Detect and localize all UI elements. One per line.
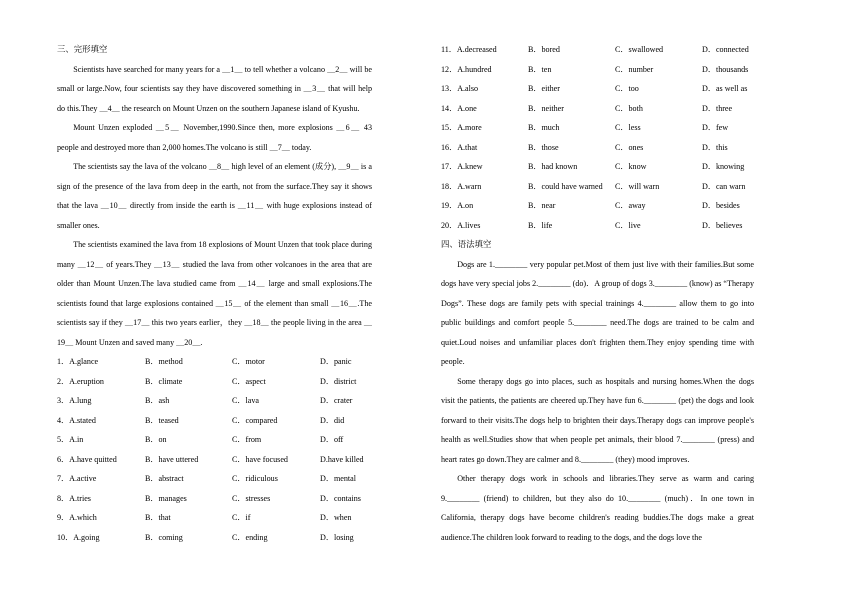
option-a: 2．A.eruption [57,376,104,386]
option-d: D.have killed [320,454,364,464]
right-column [441,40,754,547]
option-b: B．ten [528,64,552,74]
option-b: B．either [528,84,560,93]
grammar-paragraph-1: Dogs are 1.________ very popular pet.Most of them just live with their families.But some dogs have very special jobs 2.________ (do)．A group of dogs 3.________ (know) as “Therapy Dogs”. These dogs are family pets with special trainings 4.________ allow them to go into public buildings and comfort people 5.________ need.The dogs are trained to be calm and quiet.Loud noises and unfamiliar places don't frighten them.They enjoy spending time with people. [441,259,754,366]
option-b: B．life [528,220,553,230]
option-c: C．have focused [232,454,288,464]
option-row [57,352,372,372]
option-d: D．crater [320,396,353,405]
option-b: B．bored [528,45,560,54]
option-a: 1．A.glance [57,357,99,366]
option-row [441,157,754,177]
option-b: B．those [528,142,559,152]
option-row [441,79,754,99]
option-a: 19．A.on [441,201,474,210]
option-d: D．off [320,435,344,444]
option-d: D．can warn [702,181,746,191]
option-a: 7．A.active [57,474,97,483]
cloze-options-11-20 [441,40,754,235]
option-b: B．have uttered [145,454,199,464]
grammar-section-title: 四、语法填空 [441,240,492,249]
option-b: B．had known [528,162,578,171]
option-d: D．connected [702,45,749,54]
option-c: C．ones [615,142,644,152]
option-a: 15．A.more [441,123,482,132]
option-c: C．know [615,162,647,171]
cloze-paragraph-4: The scientists examined the lava from 18 explosions of Mount Unzen that took place during many ＿12＿ of years.They ＿13＿ studied the lava from other volcanoes in the area that are older than Mount Unzen.The lava studied came from ＿14＿ large and small explosions.The scientists found that large explosions contained ＿15＿ of the element than small ＿16＿.The scientists say if they ＿17＿ this two years earlier，they ＿18＿ the people living in the area ＿19＿ Mount Unzen and saved many ＿20＿. [57,240,372,347]
option-a: 17．A.knew [441,162,483,171]
option-a: 14．A.one [441,103,477,113]
option-b: B．could have warned [528,181,603,191]
option-d: D．when [320,513,352,522]
option-b: B．much [528,123,560,132]
option-a: 10．A.going [57,532,100,542]
option-a: 4．A.stated [57,415,96,425]
grammar-paragraph-2: Some therapy dogs go into places, such as hospitals and nursing homes.When the dogs visit the patients, the patients are cheered up.They have fun 6.________ (pet) the dogs and look forward to their visits.The dogs help to brighten their days.Therapy dogs can improve people's health as well.Studies show that when people pet animals, their blood 7.________ (press) and heart rates go down.They are calmer and 8.________ (they) mood improves. [441,376,754,464]
option-d: D．few [702,123,729,132]
option-b: B．on [145,435,167,444]
option-c: C．ridiculous [232,474,278,483]
option-d: D．this [702,142,728,152]
option-d: D．mental [320,474,356,483]
option-c: C．motor [232,357,265,366]
option-a: 6．A.have quitted [57,454,117,464]
option-row [57,469,372,489]
option-b: B．neither [528,103,564,113]
option-b: B．coming [145,532,183,542]
option-d: D．three [702,103,733,113]
option-b: B．near [528,201,556,210]
option-d: D．did [320,415,345,425]
option-row [57,430,372,450]
option-c: C．live [615,220,641,230]
option-a: 9．A.which [57,513,97,522]
left-column [57,40,372,547]
option-a: 20．A.lives [441,220,481,230]
option-row [57,489,372,509]
option-c: C．swallowed [615,45,664,54]
option-c: C．less [615,123,641,132]
option-b: B．ash [145,396,170,405]
option-c: C．aspect [232,376,266,386]
option-a: 3．A.lung [57,396,92,405]
option-d: D．as well as [702,84,748,93]
option-d: D．believes [702,220,743,230]
option-row [57,391,372,411]
option-a: 11．A.decreased [441,45,497,54]
grammar-paragraph-3: Other therapy dogs work in schools and libraries.They serve as warm and caring 9.________ (friend) to children, but they also do 10.________ (much)．In one town in California, therapy dogs have become children's reading buddies.The dogs make a great audience.The children look forward to reading to the dogs, and the dogs love the [441,474,754,542]
option-row [441,216,754,236]
option-c: C．too [615,84,639,93]
option-d: D．losing [320,532,354,542]
option-a: 8．A.tries [57,493,91,503]
cloze-section-title: 三、完形填空 [57,45,108,54]
option-d: D．district [320,376,357,386]
cloze-options-1-10 [57,352,372,547]
option-b: B．climate [145,376,183,386]
option-row [441,138,754,158]
option-row [57,450,372,470]
option-row [57,411,372,431]
option-b: B．manages [145,493,187,503]
option-d: D．contains [320,493,361,503]
option-c: C．ending [232,532,268,542]
option-c: C．stresses [232,493,271,503]
option-row [441,177,754,197]
option-a: 13．A.also [441,84,479,93]
option-row [57,528,372,548]
option-a: 12．A.hundred [441,64,492,74]
option-c: C．away [615,201,646,210]
option-row [441,40,754,60]
option-c: C．lava [232,396,259,405]
option-d: D．besides [702,201,740,210]
option-c: C．both [615,103,643,113]
option-c: C．will warn [615,181,660,191]
cloze-paragraph-1: Scientists have searched for many years for a ＿1＿ to tell whether a volcano ＿2＿ will be small or large.Now, four scientists say they have discovered something in ＿3＿ that will help do this.They ＿4＿ the research on Mount Unzen on the southern Japanese island of Kyushu. [57,64,372,113]
option-d: D．knowing [702,162,745,171]
option-b: B．teased [145,415,179,425]
option-b: B．that [145,513,171,522]
option-c: C．from [232,435,262,444]
option-d: D．thousands [702,64,749,74]
option-a: 5．A.in [57,435,84,444]
option-b: B．abstract [145,474,184,483]
option-c: C．compared [232,415,278,425]
option-row [57,372,372,392]
option-a: 18．A.warn [441,181,482,191]
option-row [441,99,754,119]
cloze-paragraph-2: Mount Unzen exploded ＿5＿ November,1990.Since then, more explosions ＿6＿ 43 people and destroyed more than 2,000 homes.The volcano is still ＿7＿ today. [57,123,372,152]
cloze-paragraph-3: The scientists say the lava of the volcano ＿8＿ high level of an element (成分), ＿9＿ is a sign of the presence of the lava from deep in the earth, not from the surface.They say it shows that the lava ＿10＿ directly from inside the earth is ＿11＿ with huge explosions instead of smaller ones. [57,162,372,230]
option-a: 16．A.that [441,142,478,152]
option-row [441,60,754,80]
option-b: B．method [145,357,183,366]
option-d: D．panic [320,357,352,366]
option-row [441,118,754,138]
option-row [441,196,754,216]
option-row [57,508,372,528]
option-c: C．if [232,513,251,522]
option-c: C．number [615,64,654,74]
